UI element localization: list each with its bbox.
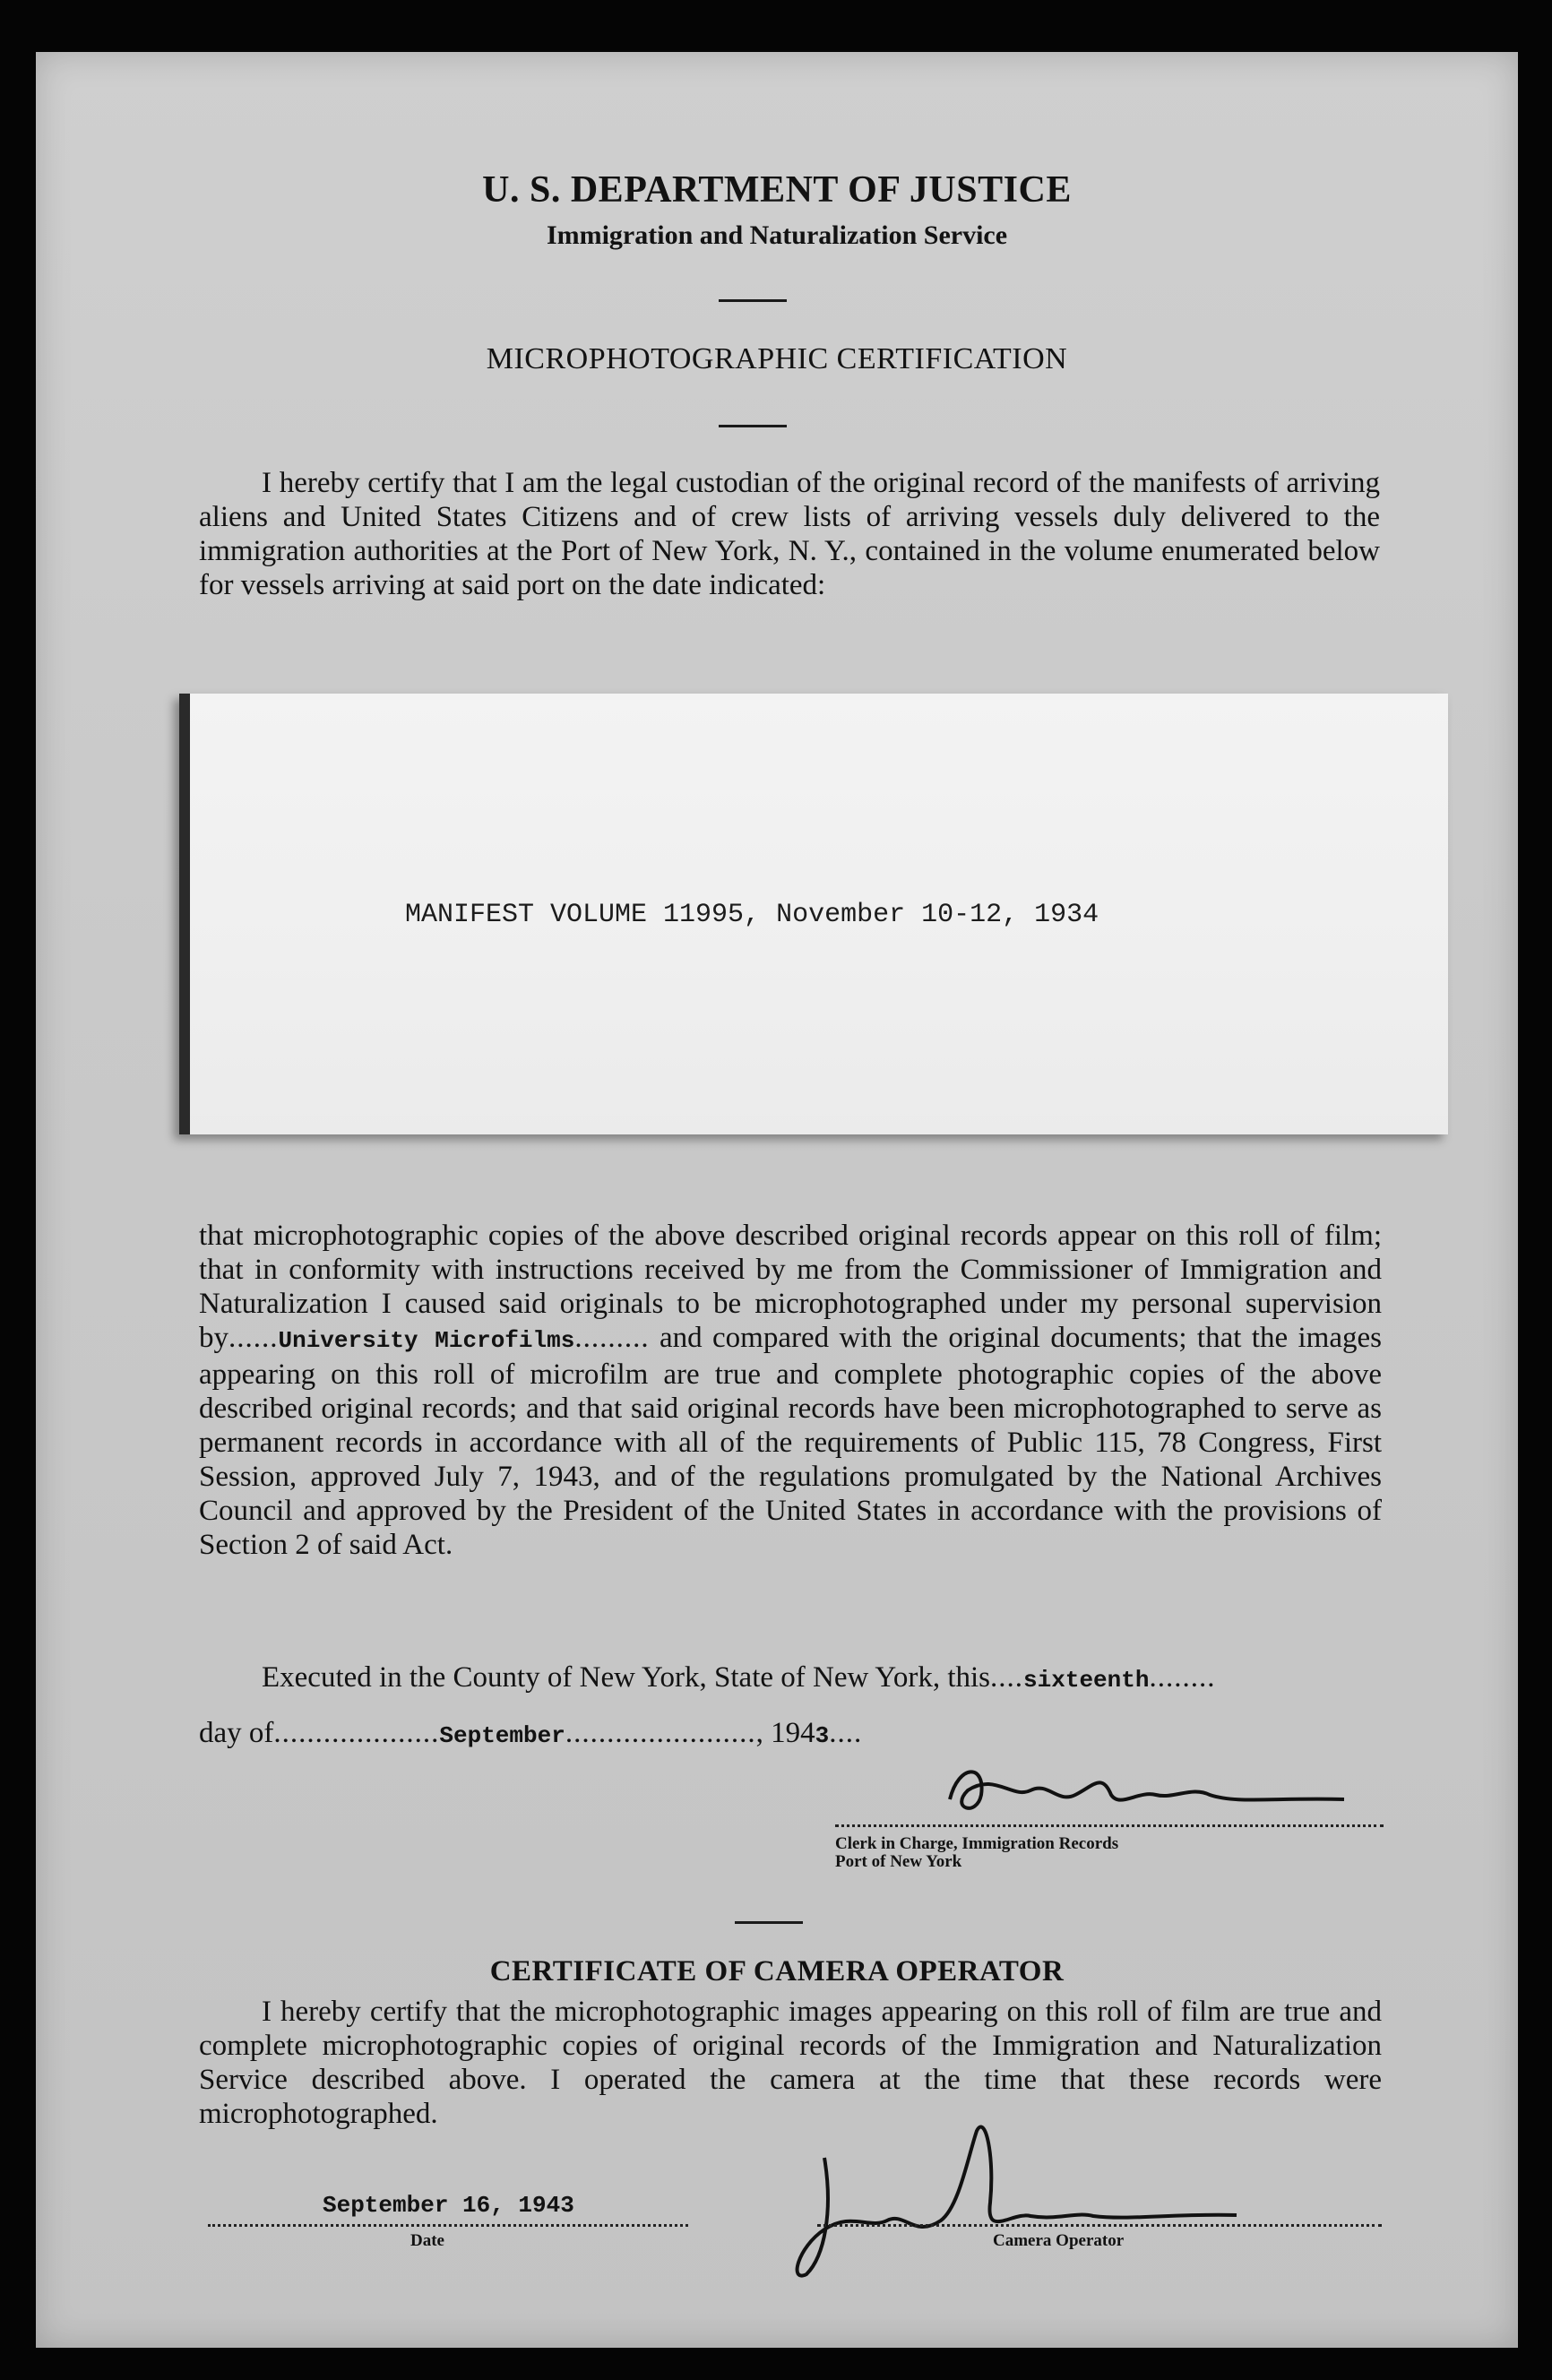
operator-label: Camera Operator (993, 2231, 1125, 2250)
execution-line: Executed in the County of New York, State of New York, this....sixteenth........ (262, 1661, 1216, 1694)
day-of-line: day of....................September......................., 1943.... (199, 1717, 863, 1749)
operator-signature-line (817, 2224, 1382, 2227)
camera-operator-paragraph: I hereby certify that the microphotographic images appearing on this roll of film are true and complete microphotographic copies of original records of the Immigration and Naturalization Service described above. I operated the camera at the time that these records were microphotographed. (199, 1996, 1382, 2130)
divider-top (719, 299, 787, 302)
certification-paragraph: that microphotographic copies of the above described original records appear on this roll of film; that in conformity with instructions received by me from the Commissioner of Immigration and Naturalization I caused said originals to be microphotographed under my personal supervision by......University Microfilms......... and compared with the original documents; that the images appearing on this roll of microfilm are true and complete photographic copies of the above described original records; and that said original records have been microphotographed to serve as permanent records in accordance with all of the requirements of Public 115, 78 Congress, First Session, approved July 7, 1943, and of the regulations promulgated by the National Archives Council and approved by the President of the United States in accordance with the provisions of Section 2 of said Act. (199, 1220, 1382, 1561)
operator-date-line (208, 2224, 688, 2227)
certificate-page (36, 52, 1518, 2348)
operator-date-value: September 16, 1943 (323, 2192, 574, 2219)
certification-text-part1: that microphotographic copies of the above described original records appear on this roll of film; that in conformity with instructions received by me from the Commissioner of Immigration and Naturalization I caused said originals to be microphotographed under my personal supervision by (199, 1220, 1382, 1354)
certification-title: MICROPHOTOGRAPHIC CERTIFICATION (486, 342, 1068, 375)
clerk-title (835, 1835, 1118, 1871)
department-heading: U. S. DEPARTMENT OF JUSTICE (482, 169, 1072, 211)
clerk-signature-line (835, 1824, 1384, 1827)
operator-signature (771, 2104, 1255, 2283)
clerk-title-line1: Clerk in Charge, Immigration Records (835, 1834, 1119, 1853)
manifest-volume-slip (179, 694, 1448, 1134)
manifest-volume-text: MANIFEST VOLUME 11995, November 10-12, 1934 (405, 900, 1099, 930)
service-subheading: Immigration and Naturalization Service (546, 220, 1008, 250)
certification-text-part2: and compared with the original documents; that the images appearing on this roll of microfilm are true and complete photographic copies of the above described original records; and that said original records have been microphotographed to serve as permanent records in accordance with all of the requirements of Public 115, 78 Congress, First Session, approved July 7, 1943, and of the regulations promulgated by the National Archives Council and approved by the President of the United States in accordance with the provisions of Section 2 of said Act. (199, 1322, 1382, 1561)
execution-year-prefix: , 194 (755, 1717, 815, 1749)
operator-date-label: Date (410, 2231, 444, 2250)
supervisor-name: University Microfilms (278, 1327, 575, 1354)
camera-operator-heading: CERTIFICATE OF CAMERA OPERATOR (489, 1955, 1065, 1988)
clerk-title-line2: Port of New York (835, 1852, 962, 1871)
execution-prefix: Executed in the County of New York, State of New York, this (262, 1661, 991, 1694)
execution-month: September (439, 1722, 565, 1749)
clerk-signature (932, 1755, 1362, 1826)
execution-year-digit: 3 (815, 1722, 830, 1749)
execution-day: sixteenth (1023, 1667, 1150, 1694)
divider-mid (719, 425, 787, 427)
divider-bottom (735, 1921, 803, 1924)
day-of-label: day of (199, 1717, 274, 1749)
intro-paragraph: I hereby certify that I am the legal custodian of the original record of the manifests of arriving aliens and United States Citizens and of crew lists of arriving vessels duly delivered to the immigration authorities at the Port of New York, N. Y., contained in the volume enumerated below for vessels arriving at said port on the date indicated: (199, 467, 1380, 601)
